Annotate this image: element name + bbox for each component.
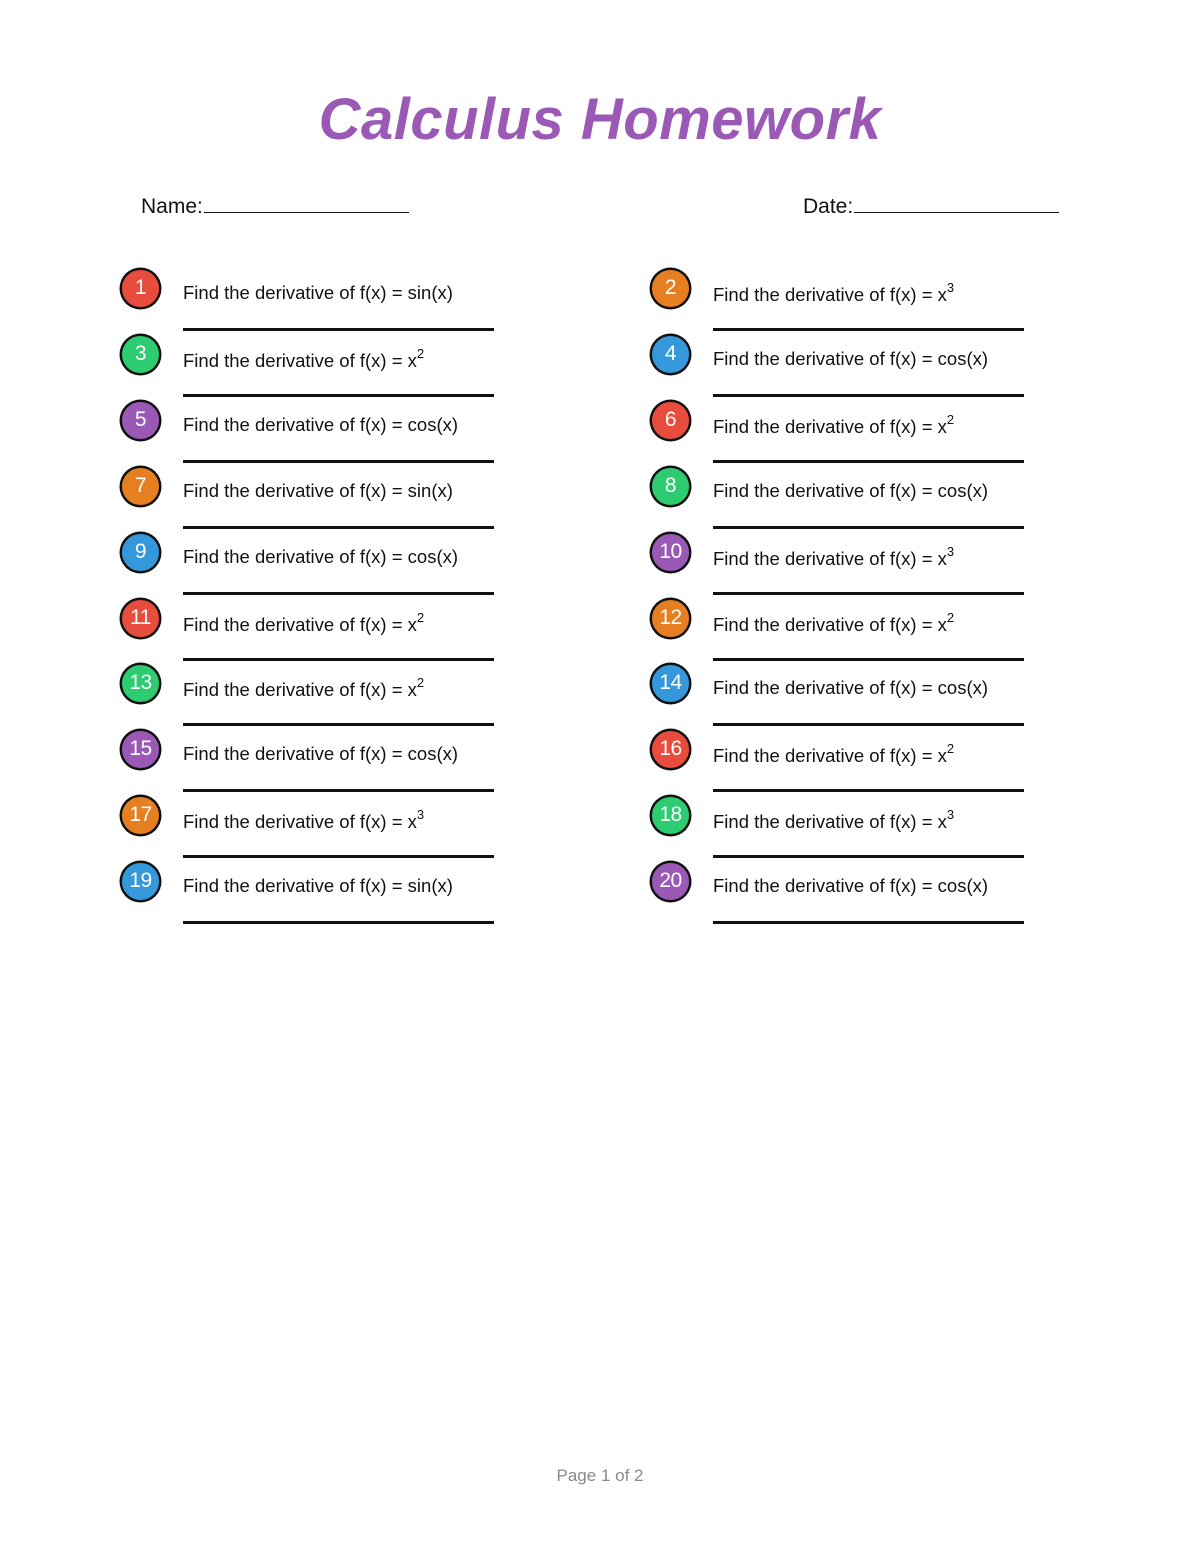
problem-prompt bbox=[713, 348, 988, 370]
answer-line[interactable] bbox=[713, 394, 1024, 397]
problem-function: cos(x) bbox=[937, 347, 989, 369]
problem-number-badge: 9 bbox=[120, 532, 161, 573]
problem-prompt-text: Find the derivative of f(x) = bbox=[713, 415, 938, 437]
problem-item bbox=[120, 532, 540, 598]
problem-prompt bbox=[183, 809, 424, 833]
problem-exponent: 3 bbox=[946, 807, 955, 823]
page-footer: Page 1 of 2 bbox=[556, 1466, 644, 1485]
answer-line[interactable] bbox=[713, 328, 1024, 331]
answer-line[interactable] bbox=[183, 789, 494, 792]
problem-prompt bbox=[183, 282, 453, 304]
date-blank-line[interactable] bbox=[854, 192, 1059, 213]
problem-prompt-text: Find the derivative of f(x) = bbox=[713, 284, 938, 306]
problem-prompt-text: Find the derivative of f(x) = bbox=[183, 479, 408, 501]
problem-item bbox=[120, 400, 540, 466]
problem-prompt bbox=[183, 677, 424, 701]
problem-item bbox=[120, 268, 540, 334]
problem-item bbox=[650, 334, 1070, 400]
name-field[interactable] bbox=[141, 192, 409, 219]
problem-prompt-text: Find the derivative of f(x) = bbox=[713, 677, 938, 699]
date-label: Date: bbox=[803, 195, 854, 218]
answer-line[interactable] bbox=[713, 789, 1024, 792]
problem-prompt bbox=[713, 282, 954, 306]
date-field[interactable] bbox=[803, 192, 1059, 219]
problem-exponent: 2 bbox=[416, 675, 425, 691]
problem-number-badge: 16 bbox=[650, 729, 691, 770]
problem-prompt bbox=[183, 743, 458, 765]
problem-prompt-text: Find the derivative of f(x) = bbox=[183, 613, 408, 635]
problem-function: x bbox=[937, 415, 947, 437]
problem-prompt-text: Find the derivative of f(x) = bbox=[183, 679, 408, 701]
problem-prompt bbox=[183, 414, 458, 436]
problem-function: cos(x) bbox=[937, 479, 989, 501]
problem-function: cos(x) bbox=[407, 545, 459, 567]
problem-prompt bbox=[713, 677, 988, 699]
answer-line[interactable] bbox=[713, 658, 1024, 661]
problem-prompt bbox=[713, 480, 988, 502]
problem-prompt-text: Find the derivative of f(x) = bbox=[183, 875, 408, 897]
problem-prompt-text: Find the derivative of f(x) = bbox=[183, 282, 408, 303]
problem-exponent: 2 bbox=[946, 741, 955, 757]
problem-function: x bbox=[407, 613, 417, 635]
problem-function: cos(x) bbox=[937, 875, 989, 897]
problem-exponent: 2 bbox=[946, 411, 955, 427]
problem-prompt-text: Find the derivative of f(x) = bbox=[183, 743, 408, 765]
problem-item bbox=[120, 729, 540, 795]
problem-item bbox=[120, 663, 540, 729]
problem-number-badge: 2 bbox=[650, 268, 691, 309]
problem-item bbox=[650, 729, 1070, 795]
problem-function: sin(x) bbox=[407, 282, 453, 303]
problem-number-badge: 3 bbox=[120, 334, 161, 375]
problem-prompt bbox=[713, 743, 954, 767]
problem-number-badge: 14 bbox=[650, 663, 691, 704]
problem-exponent: 2 bbox=[416, 609, 425, 625]
problem-function: sin(x) bbox=[407, 479, 453, 501]
answer-line[interactable] bbox=[183, 723, 494, 726]
problem-function: cos(x) bbox=[937, 677, 989, 699]
problem-prompt-text: Find the derivative of f(x) = bbox=[713, 811, 938, 833]
answer-line[interactable] bbox=[183, 328, 494, 331]
problem-prompt bbox=[713, 543, 955, 570]
problem-function: x bbox=[937, 745, 947, 767]
problem-number-badge: 7 bbox=[120, 466, 161, 507]
problem-function: x bbox=[407, 679, 417, 701]
problem-prompt bbox=[713, 875, 988, 897]
problem-exponent: 3 bbox=[416, 807, 425, 823]
answer-line[interactable] bbox=[183, 658, 494, 661]
problem-prompt-text: Find the derivative of f(x) = bbox=[713, 479, 938, 501]
problem-prompt-text: Find the derivative of f(x) = bbox=[713, 745, 938, 767]
answer-line[interactable] bbox=[713, 592, 1024, 595]
problem-item bbox=[650, 861, 1070, 927]
problem-prompt-text: Find the derivative of f(x) = bbox=[183, 350, 408, 372]
problem-number-badge: 20 bbox=[650, 861, 691, 902]
problem-prompt bbox=[183, 345, 425, 372]
problem-item bbox=[120, 466, 540, 532]
problem-function: cos(x) bbox=[407, 743, 459, 765]
problem-function: x bbox=[937, 613, 947, 635]
problem-number-badge: 19 bbox=[120, 861, 161, 902]
problem-item bbox=[120, 334, 540, 400]
answer-line[interactable] bbox=[183, 460, 494, 463]
problem-exponent: 3 bbox=[946, 543, 955, 559]
problem-function: x bbox=[937, 811, 947, 833]
problem-number-badge: 17 bbox=[120, 795, 161, 836]
problem-prompt-text: Find the derivative of f(x) = bbox=[713, 875, 938, 897]
problem-prompt-text: Find the derivative of f(x) = bbox=[183, 545, 408, 567]
answer-line[interactable] bbox=[183, 855, 494, 858]
problem-exponent: 3 bbox=[946, 280, 955, 295]
problem-item bbox=[650, 795, 1070, 861]
problem-function: x bbox=[937, 547, 947, 569]
answer-line[interactable] bbox=[713, 723, 1024, 726]
problem-prompt bbox=[713, 809, 954, 833]
problem-number-badge: 1 bbox=[120, 268, 161, 309]
problem-prompt bbox=[183, 609, 425, 636]
problem-function: sin(x) bbox=[407, 875, 453, 897]
problem-number-badge: 18 bbox=[650, 795, 691, 836]
problem-item bbox=[650, 466, 1070, 532]
problem-number-badge: 15 bbox=[120, 729, 161, 770]
problem-exponent: 2 bbox=[946, 609, 955, 625]
problem-item bbox=[650, 663, 1070, 729]
problem-number-badge: 5 bbox=[120, 400, 161, 441]
problem-number-badge: 11 bbox=[120, 598, 161, 639]
answer-line[interactable] bbox=[183, 921, 494, 924]
problem-number-badge: 4 bbox=[650, 334, 691, 375]
answer-line[interactable] bbox=[183, 394, 494, 397]
problem-prompt-text: Find the derivative of f(x) = bbox=[713, 613, 938, 635]
problem-prompt bbox=[713, 411, 955, 438]
problem-item bbox=[650, 400, 1070, 466]
problem-prompt bbox=[183, 480, 453, 502]
problem-exponent: 2 bbox=[416, 345, 425, 361]
answer-line[interactable] bbox=[713, 855, 1024, 858]
name-blank-line[interactable] bbox=[204, 192, 409, 213]
problem-item bbox=[120, 861, 540, 927]
problem-prompt-text: Find the derivative of f(x) = bbox=[713, 347, 938, 369]
problem-prompt-text: Find the derivative of f(x) = bbox=[713, 547, 938, 569]
problem-number-badge: 13 bbox=[120, 663, 161, 704]
problem-function: x bbox=[407, 811, 417, 833]
page-title: Calculus Homework bbox=[318, 87, 882, 152]
problem-function: x bbox=[937, 284, 947, 306]
problem-item bbox=[120, 795, 540, 861]
problem-item bbox=[650, 598, 1070, 664]
problem-number-badge: 8 bbox=[650, 466, 691, 507]
problem-number-badge: 6 bbox=[650, 400, 691, 441]
problem-number-badge: 12 bbox=[650, 598, 691, 639]
problem-number-badge: 10 bbox=[650, 532, 691, 573]
answer-line[interactable] bbox=[713, 921, 1024, 924]
problem-item bbox=[650, 532, 1070, 598]
problem-prompt bbox=[183, 546, 458, 568]
problem-function: x bbox=[407, 350, 417, 372]
answer-line[interactable] bbox=[183, 526, 494, 529]
answer-line[interactable] bbox=[713, 526, 1024, 529]
problem-prompt-text: Find the derivative of f(x) = bbox=[183, 413, 408, 435]
answer-line[interactable] bbox=[713, 460, 1024, 463]
problem-item bbox=[120, 598, 540, 664]
answer-line[interactable] bbox=[183, 592, 494, 595]
problem-prompt-text: Find the derivative of f(x) = bbox=[183, 811, 408, 833]
problem-item bbox=[650, 268, 1070, 334]
problem-prompt bbox=[713, 609, 955, 636]
problem-prompt bbox=[183, 875, 453, 897]
problem-function: cos(x) bbox=[407, 413, 459, 435]
name-label: Name: bbox=[141, 195, 203, 218]
